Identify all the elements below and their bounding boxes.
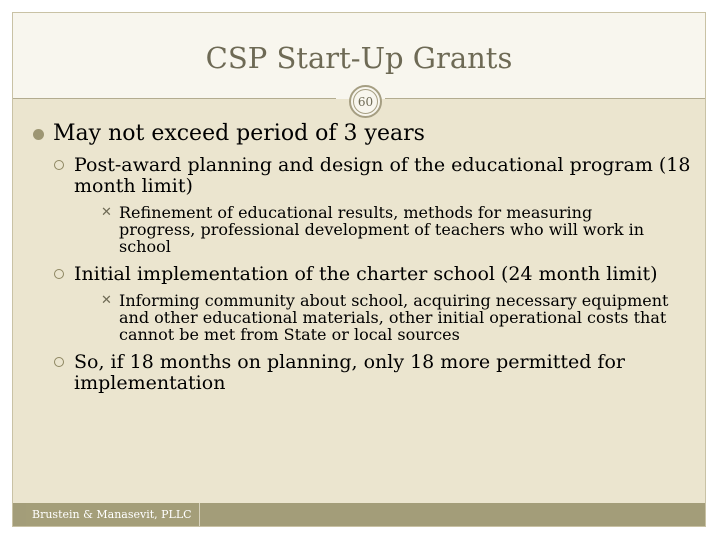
bullet-text: Refinement of educational results, methods for measuring progress, professional development of teachers who will work in school [119,203,645,256]
x-bullet-icon: ✕ [101,205,112,220]
hollow-bullet-icon [54,269,64,279]
footer-box [26,503,200,526]
bullet-text: Post-award planning and design of the educational program (18 month limit) [74,154,691,197]
bullet-text: Informing community about school, acquiring necessary equipment and other educational materials, other initial operational costs that cannot be met from State or local sources [119,291,669,344]
footer-band [13,503,705,526]
hollow-bullet-icon [54,357,64,367]
bullet-text: Initial implementation of the charter school (24 month limit) [74,263,658,285]
bullet-level1 [31,121,691,147]
title-divider-right [385,98,705,99]
filled-bullet-icon [33,129,44,140]
bullet-text: May not exceed period of 3 years [53,121,425,146]
title-divider-left [13,98,336,99]
slide-frame [12,12,706,527]
bullet-level2 [31,352,691,394]
footer-text: Brustein & Manasevit, PLLC [32,508,192,521]
page-number-badge [349,85,382,118]
page-number: 60 [353,89,378,114]
bullet-level3 [31,204,691,255]
slide-content [31,121,691,401]
bullet-level2 [31,155,691,197]
slide-title: CSP Start-Up Grants [205,41,513,75]
bullet-text: So, if 18 months on planning, only 18 more permitted for implementation [74,351,625,394]
x-bullet-icon: ✕ [101,293,112,308]
hollow-bullet-icon [54,160,64,170]
bullet-level3 [31,292,691,343]
bullet-level2 [31,264,691,285]
